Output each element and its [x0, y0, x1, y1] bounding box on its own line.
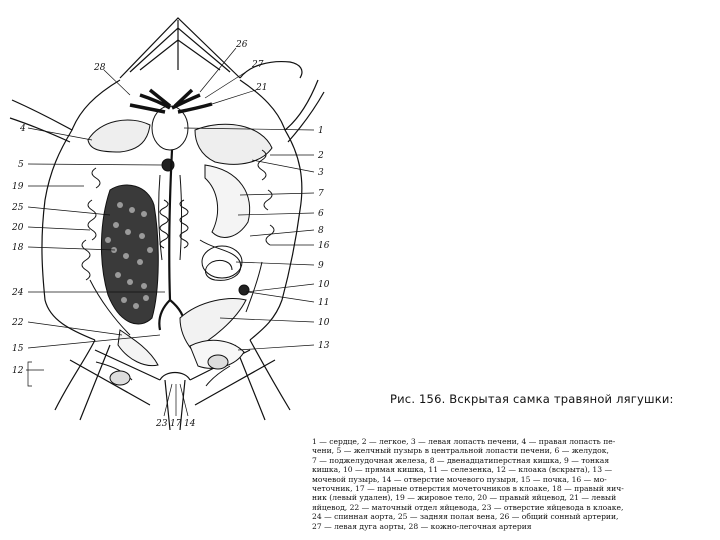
frog-drawing	[10, 18, 324, 430]
label-23: 23	[156, 419, 168, 429]
caption-line: 24 — спинная аорта, 25 — задняя полая вена, 26 — общий сонный артерии,	[312, 512, 619, 522]
organs	[82, 90, 274, 386]
caption-title: Рис. 156. Вскрытая самка травяной лягушки:	[390, 392, 674, 406]
label-18: 18	[12, 243, 24, 253]
label-7: 7	[318, 189, 324, 199]
label-22: 22	[12, 318, 24, 328]
caption-line: мочевой пузырь, 14 — отверстие мочевого пузыря, 15 — почка, 16 — мо-	[312, 474, 607, 484]
label-20: 20	[12, 223, 24, 233]
caption-line: 27 — левая дуга аорты, 28 — кожно-легочная артерия	[312, 521, 532, 531]
caption-line: кишка, 10 — прямая кишка, 11 — селезенка, 12 — клоака (вскрыта), 13 —	[312, 465, 613, 475]
right-thigh-muscle	[208, 355, 228, 369]
label-11: 11	[318, 298, 330, 308]
left-forelimb	[10, 100, 72, 142]
label-16: 16	[318, 241, 330, 251]
right-liver-lobe	[88, 120, 150, 152]
caption-line: 1 — сердце, 2 — легкое, 3 — левая лопасть печени, 4 — правая лопасть пе-	[312, 437, 616, 446]
label-13: 13	[318, 341, 330, 351]
label-8: 8	[318, 226, 324, 236]
ovary	[101, 185, 158, 324]
label-15-left: 15	[12, 344, 24, 354]
bottom-labels	[155, 419, 196, 429]
label-3: 3	[318, 168, 324, 178]
caption-line: 7 — поджелудочная железа, 8 — двенадцатиперстная кишка, 9 — тонкая	[312, 455, 610, 465]
label-27: 27	[252, 60, 264, 70]
label-10-lower: 10	[318, 318, 330, 328]
label-1: 1	[318, 126, 324, 136]
label-12: 12	[12, 366, 24, 376]
caption-line: чени, 5 — желчный пузырь в центральной лопасти печени, 6 — желудок,	[312, 446, 609, 456]
left-liver-lobe	[195, 124, 272, 164]
label-28: 28	[94, 63, 106, 73]
left-thigh-muscle	[110, 371, 130, 385]
label-21: 21	[256, 83, 268, 93]
spleen	[239, 285, 249, 295]
label-25: 25	[12, 203, 24, 213]
label-24: 24	[12, 288, 24, 298]
caption-line: яйцевод, 22 — маточный отдел яйцевода, 23 — отверстие яйцевода в клоаке,	[312, 502, 624, 512]
label-10-upper: 10	[318, 280, 330, 290]
label-26: 26	[236, 40, 248, 50]
jaw-outline	[120, 18, 240, 78]
label-17: 17	[170, 419, 182, 429]
label-5: 5	[18, 160, 24, 170]
left-oviduct	[246, 150, 274, 312]
label-2: 2	[318, 151, 324, 161]
label-4: 4	[20, 124, 26, 134]
kidneys	[160, 200, 188, 248]
stomach	[205, 165, 250, 237]
caption-line: четочник, 17 — парные отверстия мочеточников в клоаке, 18 — правый яич-	[312, 484, 624, 494]
label-19: 19	[12, 182, 24, 192]
left-labels	[11, 63, 106, 376]
caption-line: ник (левый удален), 19 — жировое тело, 20 — правый яйцевод, 21 — левый	[312, 493, 617, 503]
label-9: 9	[318, 261, 324, 271]
label-14: 14	[184, 419, 196, 429]
uterine-section	[118, 330, 158, 366]
label-6: 6	[318, 209, 324, 219]
caption-legend	[312, 437, 712, 531]
